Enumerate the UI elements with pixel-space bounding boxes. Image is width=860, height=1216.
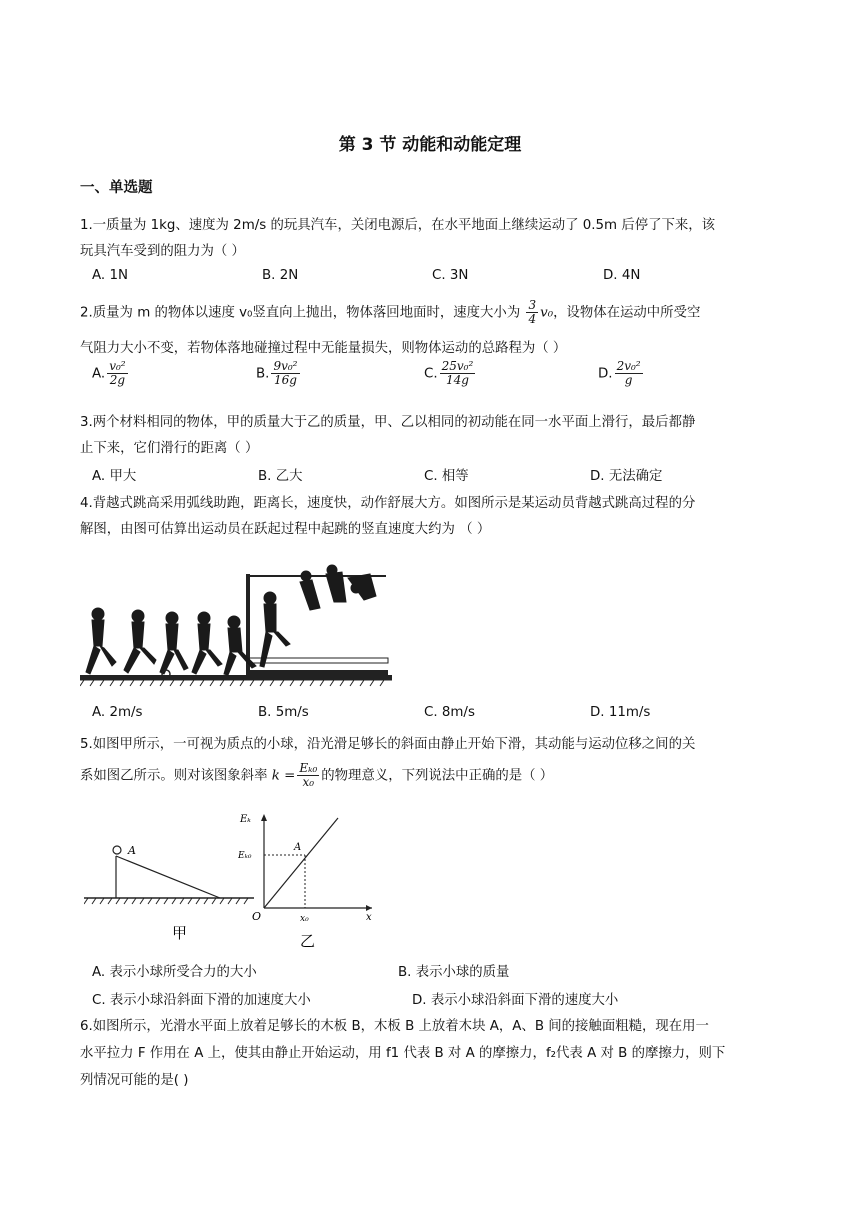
graph-y-axis-label: Eₖ <box>240 814 251 825</box>
q3-line1: 3.两个材料相同的物体，甲的质量大于乙的质量，甲、乙以相同的初动能在同一水平面上滑行，最后都静 <box>80 415 696 430</box>
q1-line2: 玩具汽车受到的阻力为（ ） <box>80 244 245 259</box>
q5-text-b: 的物理意义，下列说法中正确的是（ ） <box>321 768 554 784</box>
q3-option-a[interactable]: A. 甲大 <box>92 469 137 484</box>
q2-option-d[interactable] <box>598 360 645 387</box>
q5-option-c[interactable]: C. 表示小球沿斜面下滑的加速度大小 <box>92 993 311 1008</box>
ek-x-graph <box>238 808 378 950</box>
q2-option-b-num: 9v₀² <box>273 359 298 373</box>
q2-var: v₀ <box>540 305 554 321</box>
q2-fraction <box>526 299 538 326</box>
high-jump-figure <box>80 562 392 688</box>
q6-line3: 列情况可能的是( ) <box>80 1073 189 1088</box>
q1-option-d[interactable]: D. 4N <box>603 268 641 283</box>
q1-line1: 1.一质量为 1kg、速度为 2m/s 的玩具汽车，关闭电源后，在水平地面上继续运动了 0.5m 后停了下来，该 <box>80 218 716 233</box>
page-title: 第 3 节 动能和动能定理 <box>338 135 522 155</box>
q2-text-a: 2.质量为 m 的物体以速度 v₀竖直向上抛出，物体落回地面时，速度大小为 <box>80 305 521 321</box>
q5-option-b[interactable]: B. 表示小球的质量 <box>398 965 510 980</box>
q2-option-c[interactable] <box>424 360 477 387</box>
graph-x0-label: x₀ <box>300 914 309 924</box>
q4-option-d[interactable]: D. 11m/s <box>590 705 651 720</box>
q2-option-b-den: 16g <box>274 373 297 387</box>
q2-option-a-num: v₀² <box>109 359 126 373</box>
q2-option-b-label: B. <box>256 366 270 382</box>
q5-fraction <box>297 762 319 789</box>
graph-origin-label: O <box>252 910 262 923</box>
fig-yi-label: 乙 <box>300 932 316 950</box>
q2-option-c-den: 14g <box>445 373 469 387</box>
q5-line2 <box>80 762 553 789</box>
q2-line1 <box>80 299 700 326</box>
section-heading: 一、单选题 <box>80 180 153 196</box>
q3-option-c[interactable]: C. 相等 <box>424 469 469 484</box>
q1-option-c[interactable]: C. 3N <box>432 268 469 283</box>
q2-frac-num: 3 <box>528 298 537 312</box>
q1-option-a[interactable]: A. 1N <box>92 268 128 283</box>
q2-option-d-label: D. <box>598 366 613 382</box>
incline-ball-label: A <box>128 844 136 857</box>
q5-option-a[interactable]: A. 表示小球所受合力的大小 <box>92 965 257 980</box>
q4-option-c[interactable]: C. 8m/s <box>424 705 475 720</box>
incline-figure <box>84 830 254 950</box>
q2-text-b: ，设物体在运动中所受空 <box>553 305 701 321</box>
q2-option-a-label: A. <box>92 366 106 382</box>
graph-point-label: A <box>294 842 302 853</box>
q4-option-a[interactable]: A. 2m/s <box>92 705 143 720</box>
q2-frac-den: 4 <box>528 312 537 326</box>
q2-option-b[interactable] <box>256 360 302 387</box>
q6-line1: 6.如图所示，光滑水平面上放着足够长的木板 B，木板 B 上放着木块 A，A、B 间的接触面粗糙，现在用一 <box>80 1019 709 1034</box>
q1-option-b[interactable]: B. 2N <box>262 268 299 283</box>
q5-text-a: 系如图乙所示。则对该图象斜率 <box>80 768 268 784</box>
q5-line1: 5.如图甲所示，一可视为质点的小球，沿光滑足够长的斜面由静止开始下滑，其动能与运动位移之间的关 <box>80 737 696 752</box>
q2-option-c-num: 25v₀² <box>441 359 474 373</box>
q2-option-a[interactable] <box>92 360 130 387</box>
q5-k: k = <box>271 768 296 784</box>
q2-option-a-den: 2g <box>109 373 126 387</box>
q3-option-b[interactable]: B. 乙大 <box>258 469 303 484</box>
q2-line2: 气阻力大小不变，若物体落地碰撞过程中无能量损失，则物体运动的总路程为（ ） <box>80 341 567 356</box>
fig-jia-label: 甲 <box>172 924 188 942</box>
q2-option-c-label: C. <box>424 366 438 382</box>
q5-option-d[interactable]: D. 表示小球沿斜面下滑的速度大小 <box>412 993 619 1008</box>
q3-line2: 止下来，它们滑行的距离（ ） <box>80 441 259 456</box>
graph-ek0-label: Eₖ₀ <box>238 851 252 861</box>
graph-x-axis-label: x <box>366 912 372 923</box>
q2-option-d-num: 2v₀² <box>616 359 641 373</box>
q4-option-b[interactable]: B. 5m/s <box>258 705 309 720</box>
q5-frac-num: Eₖ₀ <box>299 761 318 775</box>
q3-option-d[interactable]: D. 无法确定 <box>590 469 663 484</box>
q4-line1: 4.背越式跳高采用弧线助跑，距离长，速度快，动作舒展大方。如图所示是某运动员背越式跳高过程的分 <box>80 496 696 511</box>
q4-line2: 解图，由图可估算出运动员在跃起过程中起跳的竖直速度大约为 （ ） <box>80 522 491 537</box>
q2-option-d-den: g <box>624 373 633 387</box>
q5-frac-den: x₀ <box>302 775 315 789</box>
q6-line2: 水平拉力 F 作用在 A 上，使其由静止开始运动，用 f1 代表 B 对 A 的摩擦力，f₂代表 A 对 B 的摩擦力，则下 <box>80 1046 726 1061</box>
